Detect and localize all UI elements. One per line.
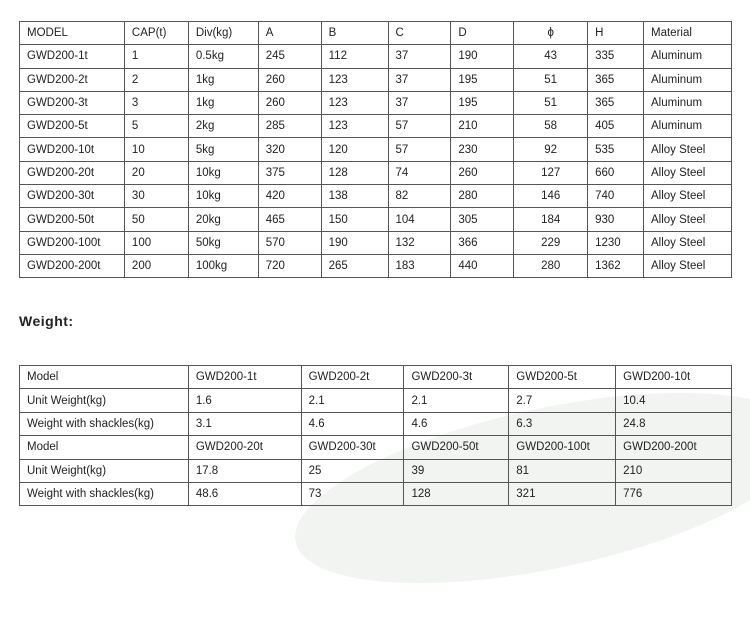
table-cell: 82 xyxy=(388,185,451,208)
table-cell: 280 xyxy=(514,254,588,277)
table-cell: 10 xyxy=(124,138,188,161)
table-cell: 570 xyxy=(258,231,321,254)
spec-header-cell: MODEL xyxy=(20,22,125,45)
table-cell: GWD200-20t xyxy=(20,161,125,184)
table-cell: 5 xyxy=(124,115,188,138)
table-cell: GWD200-5t xyxy=(509,366,616,389)
spec-header-cell: B xyxy=(321,22,388,45)
table-row xyxy=(20,208,732,231)
table-cell: 146 xyxy=(514,185,588,208)
table-cell: 776 xyxy=(616,482,732,505)
table-cell: GWD200-3t xyxy=(20,91,125,114)
table-cell: 320 xyxy=(258,138,321,161)
table-row xyxy=(20,115,732,138)
table-cell: 720 xyxy=(258,254,321,277)
table-cell: 0.5kg xyxy=(188,45,258,68)
table-row xyxy=(20,161,732,184)
table-cell: GWD200-10t xyxy=(20,138,125,161)
spec-header-cell: ϕ xyxy=(514,22,588,45)
table-cell: 150 xyxy=(321,208,388,231)
table-row xyxy=(20,366,732,389)
table-cell: GWD200-3t xyxy=(404,366,509,389)
table-cell: 1 xyxy=(124,45,188,68)
table-cell: 230 xyxy=(451,138,514,161)
table-cell: 260 xyxy=(258,91,321,114)
table-cell: 37 xyxy=(388,91,451,114)
table-row xyxy=(20,412,732,435)
table-cell: 210 xyxy=(616,459,732,482)
table-cell: 138 xyxy=(321,185,388,208)
table-cell: 183 xyxy=(388,254,451,277)
table-cell: 245 xyxy=(258,45,321,68)
table-row xyxy=(20,185,732,208)
table-cell: GWD200-100t xyxy=(20,231,125,254)
table-cell: 24.8 xyxy=(616,412,732,435)
table-cell: 37 xyxy=(388,45,451,68)
spec-header-cell: A xyxy=(258,22,321,45)
table-row xyxy=(20,254,732,277)
table-cell: 5kg xyxy=(188,138,258,161)
table-row xyxy=(20,389,732,412)
table-cell: 123 xyxy=(321,115,388,138)
table-cell: 123 xyxy=(321,91,388,114)
table-cell: Aluminum xyxy=(644,68,732,91)
table-cell: 10kg xyxy=(188,161,258,184)
table-cell: 375 xyxy=(258,161,321,184)
table-cell: 132 xyxy=(388,231,451,254)
table-cell: GWD200-10t xyxy=(616,366,732,389)
table-cell: 57 xyxy=(388,138,451,161)
row-label-cell: Model xyxy=(20,436,189,459)
table-cell: Alloy Steel xyxy=(644,231,732,254)
table-cell: GWD200-50t xyxy=(20,208,125,231)
table-cell: 195 xyxy=(451,91,514,114)
table-cell: GWD200-200t xyxy=(20,254,125,277)
table-cell: 20kg xyxy=(188,208,258,231)
table-cell: 10.4 xyxy=(616,389,732,412)
table-cell: 3 xyxy=(124,91,188,114)
table-cell: Aluminum xyxy=(644,91,732,114)
table-cell: 1kg xyxy=(188,68,258,91)
table-cell: 127 xyxy=(514,161,588,184)
row-label-cell: Unit Weight(kg) xyxy=(20,459,189,482)
table-cell: 50kg xyxy=(188,231,258,254)
table-cell: 535 xyxy=(588,138,644,161)
table-cell: 1362 xyxy=(588,254,644,277)
table-row xyxy=(20,138,732,161)
table-cell: GWD200-2t xyxy=(20,68,125,91)
table-cell: 190 xyxy=(321,231,388,254)
table-cell: 305 xyxy=(451,208,514,231)
row-label-cell: Unit Weight(kg) xyxy=(20,389,189,412)
table-cell: 100kg xyxy=(188,254,258,277)
row-label-cell: Weight with shackles(kg) xyxy=(20,482,189,505)
table-cell: GWD200-2t xyxy=(301,366,404,389)
table-cell: 1.6 xyxy=(188,389,301,412)
table-cell: 280 xyxy=(451,185,514,208)
table-cell: 4.6 xyxy=(404,412,509,435)
table-cell: 260 xyxy=(258,68,321,91)
table-cell: 210 xyxy=(451,115,514,138)
table-cell: 1230 xyxy=(588,231,644,254)
table-cell: 81 xyxy=(509,459,616,482)
weight-section-title: Weight: xyxy=(19,313,74,329)
table-cell: 2.1 xyxy=(404,389,509,412)
table-cell: GWD200-5t xyxy=(20,115,125,138)
table-cell: 260 xyxy=(451,161,514,184)
weight-table xyxy=(19,365,732,506)
table-cell: 229 xyxy=(514,231,588,254)
table-cell: GWD200-20t xyxy=(188,436,301,459)
table-cell: 184 xyxy=(514,208,588,231)
table-cell: 440 xyxy=(451,254,514,277)
table-cell: 2.1 xyxy=(301,389,404,412)
table-cell: 405 xyxy=(588,115,644,138)
table-cell: 74 xyxy=(388,161,451,184)
table-cell: GWD200-200t xyxy=(616,436,732,459)
table-cell: 58 xyxy=(514,115,588,138)
table-cell: 73 xyxy=(301,482,404,505)
table-cell: GWD200-30t xyxy=(20,185,125,208)
table-cell: 43 xyxy=(514,45,588,68)
table-cell: Alloy Steel xyxy=(644,138,732,161)
table-cell: 4.6 xyxy=(301,412,404,435)
table-cell: 420 xyxy=(258,185,321,208)
table-row xyxy=(20,231,732,254)
table-cell: 930 xyxy=(588,208,644,231)
table-cell: Aluminum xyxy=(644,115,732,138)
spec-header-cell: D xyxy=(451,22,514,45)
table-cell: 123 xyxy=(321,68,388,91)
table-cell: GWD200-50t xyxy=(404,436,509,459)
table-cell: 265 xyxy=(321,254,388,277)
table-cell: 51 xyxy=(514,91,588,114)
table-cell: 104 xyxy=(388,208,451,231)
table-cell: 128 xyxy=(404,482,509,505)
table-cell: 57 xyxy=(388,115,451,138)
spec-table xyxy=(19,21,732,278)
table-cell: 48.6 xyxy=(188,482,301,505)
table-cell: GWD200-1t xyxy=(188,366,301,389)
table-cell: 1kg xyxy=(188,91,258,114)
table-cell: 465 xyxy=(258,208,321,231)
spec-header-row xyxy=(20,22,732,45)
table-cell: 285 xyxy=(258,115,321,138)
table-row xyxy=(20,91,732,114)
table-cell: 740 xyxy=(588,185,644,208)
table-cell: 366 xyxy=(451,231,514,254)
table-cell: 2.7 xyxy=(509,389,616,412)
table-cell: 190 xyxy=(451,45,514,68)
table-cell: Aluminum xyxy=(644,45,732,68)
table-row xyxy=(20,45,732,68)
table-cell: 365 xyxy=(588,91,644,114)
table-cell: 660 xyxy=(588,161,644,184)
table-cell: 195 xyxy=(451,68,514,91)
table-cell: Alloy Steel xyxy=(644,208,732,231)
table-cell: 365 xyxy=(588,68,644,91)
table-cell: 10kg xyxy=(188,185,258,208)
table-cell: 128 xyxy=(321,161,388,184)
table-cell: 51 xyxy=(514,68,588,91)
table-cell: 39 xyxy=(404,459,509,482)
spec-header-cell: Material xyxy=(644,22,732,45)
table-cell: 335 xyxy=(588,45,644,68)
table-cell: 2kg xyxy=(188,115,258,138)
table-row xyxy=(20,68,732,91)
table-cell: Alloy Steel xyxy=(644,254,732,277)
spec-header-cell: Div(kg) xyxy=(188,22,258,45)
spec-header-cell: C xyxy=(388,22,451,45)
table-cell: 2 xyxy=(124,68,188,91)
row-label-cell: Model xyxy=(20,366,189,389)
table-cell: 200 xyxy=(124,254,188,277)
row-label-cell: Weight with shackles(kg) xyxy=(20,412,189,435)
table-cell: 112 xyxy=(321,45,388,68)
table-cell: GWD200-30t xyxy=(301,436,404,459)
table-cell: GWD200-100t xyxy=(509,436,616,459)
table-cell: GWD200-1t xyxy=(20,45,125,68)
table-cell: 50 xyxy=(124,208,188,231)
table-cell: 321 xyxy=(509,482,616,505)
table-cell: 20 xyxy=(124,161,188,184)
table-cell: 37 xyxy=(388,68,451,91)
spec-header-cell: H xyxy=(588,22,644,45)
spec-header-cell: CAP(t) xyxy=(124,22,188,45)
table-cell: 6.3 xyxy=(509,412,616,435)
table-cell: 120 xyxy=(321,138,388,161)
table-cell: Alloy Steel xyxy=(644,185,732,208)
table-cell: 30 xyxy=(124,185,188,208)
table-cell: 100 xyxy=(124,231,188,254)
table-row xyxy=(20,459,732,482)
table-cell: 3.1 xyxy=(188,412,301,435)
table-cell: Alloy Steel xyxy=(644,161,732,184)
table-row xyxy=(20,436,732,459)
table-cell: 92 xyxy=(514,138,588,161)
table-cell: 17.8 xyxy=(188,459,301,482)
table-row xyxy=(20,482,732,505)
table-cell: 25 xyxy=(301,459,404,482)
